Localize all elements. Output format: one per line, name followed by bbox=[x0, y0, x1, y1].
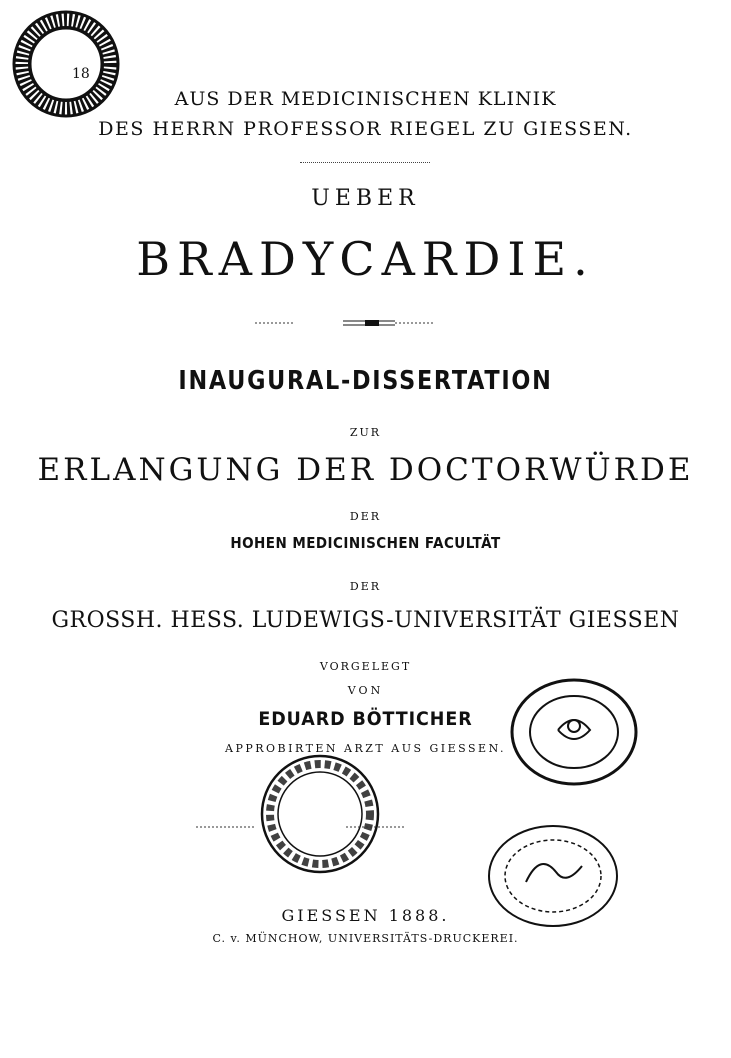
label-vorgelegt: VORGELEGT bbox=[319, 660, 412, 673]
label-der-2: DER bbox=[349, 580, 382, 593]
institute-line-2: DES HERRN PROFESSOR RIEGEL ZU GIESSEN. bbox=[98, 118, 633, 140]
author-name: EDUARD BÖTTICHER bbox=[258, 708, 473, 730]
ornament-divider bbox=[255, 318, 435, 328]
imprint-printer: C. v. MÜNCHOW, UNIVERSITÄTS-DRUCKEREI. bbox=[212, 932, 519, 945]
erlangung-line: ERLANGUNG DER DOCTORWÜRDE bbox=[37, 452, 694, 488]
author-title: APPROBIRTEN ARZT AUS GIESSEN. bbox=[225, 742, 506, 755]
title-ueber: UEBER bbox=[311, 186, 420, 211]
institute-line-1: AUS DER MEDICINISCHEN KLINIK bbox=[174, 88, 557, 110]
imprint-city-year: GIESSEN 1888. bbox=[281, 906, 450, 925]
label-zur: ZUR bbox=[349, 426, 382, 439]
label-von: VON bbox=[347, 684, 384, 697]
svg-text:18: 18 bbox=[72, 66, 90, 82]
page-title: BRADYCARDIE. bbox=[136, 232, 595, 286]
divider-1 bbox=[300, 162, 430, 163]
faculty-line: HOHEN MEDICINISCHEN FACULTÄT bbox=[230, 534, 501, 552]
library-stamp-right-upper bbox=[508, 676, 640, 788]
ornament-divider-2 bbox=[196, 822, 406, 832]
university-line: GROSSH. HESS. LUDEWIGS-UNIVERSITÄT GIESSEN bbox=[51, 608, 680, 633]
dissertation-heading: INAUGURAL-DISSERTATION bbox=[178, 366, 553, 396]
label-der-1: DER bbox=[349, 510, 382, 523]
academy-stamp-left-lower bbox=[258, 752, 382, 876]
